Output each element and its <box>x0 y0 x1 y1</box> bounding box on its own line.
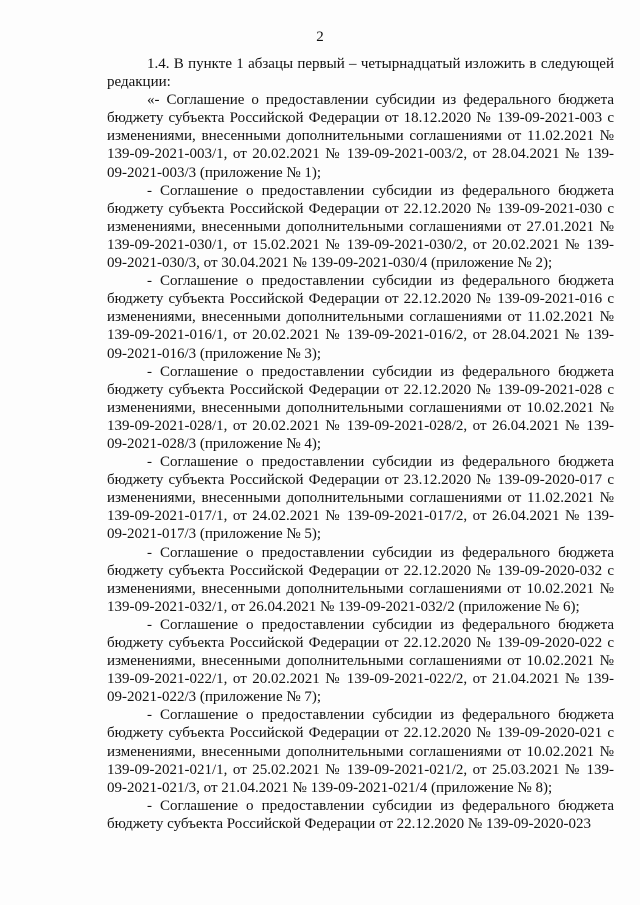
paragraph-agreement-7: - Соглашение о предоставлении субсидии из федерального бюджета бюджету субъекта Российской Федерации от 22.12.2020 № 139-09-2020-022 с изменениями, внесенными дополнительными соглашениями от 10.02.2021 № 139-09-2021-022/1, от 20.02.2021 № 139-09-2021-022/2, от 21.04.2021 № 139-09-2021-022/3 (приложение № 7); <box>107 616 614 706</box>
paragraph-agreement-4: - Соглашение о предоставлении субсидии из федерального бюджета бюджету субъекта Российской Федерации от 22.12.2020 № 139-09-2021-028 с изменениями, внесенными дополнительными соглашениями от 10.02.2021 № 139-09-2021-028/1, от 20.02.2021 № 139-09-2021-028/2, от 26.04.2021 № 139-09-2021-028/3 (приложение № 4); <box>107 363 614 452</box>
document-body <box>107 55 614 833</box>
paragraph-agreement-8: - Соглашение о предоставлении субсидии из федерального бюджета бюджету субъекта Российской Федерации от 22.12.2020 № 139-09-2020-021 с изменениями, внесенными дополнительными соглашениями от 10.02.2021 № 139-09-2021-021/1, от 25.02.2021 № 139-09-2021-021/2, от 25.03.2021 № 139-09-2021-021/3, от 21.04.2021 № 139-09-2021-021/4 (приложение № 8); <box>107 707 614 796</box>
page-number: 2 <box>316 29 324 45</box>
paragraph-agreement-9: - Соглашение о предоставлении субсидии из федерального бюджета бюджету субъекта Российской Федерации от 22.12.2020 № 139-09-2020-023 <box>107 797 614 832</box>
paragraph-agreement-2: - Соглашение о предоставлении субсидии из федерального бюджета бюджету субъекта Российской Федерации от 22.12.2020 № 139-09-2021-030 с изменениями, внесенными дополнительными соглашениями от 27.01.2021 № 139-09-2021-030/1, от 15.02.2021 № 139-09-2021-030/2, от 20.02.2021 № 139-09-2021-030/3, от 30.04.2021 № 139-09-2021-030/4 (приложение № 2); <box>107 182 614 272</box>
paragraph-agreement-1: «- Соглашение о предоставлении субсидии из федерального бюджета бюджету субъекта Российской Федерации от 18.12.2020 № 139-09-2021-003 с изменениями, внесенными дополнительными соглашениями от 11.02.2021 № 139-09-2021-003/1, от 20.02.2021 № 139-09-2021-003/2, от 28.04.2021 № 139-09-2021-003/3 (приложение № 1); <box>107 92 614 181</box>
paragraph-agreement-3: - Соглашение о предоставлении субсидии из федерального бюджета бюджету субъекта Российской Федерации от 22.12.2020 № 139-09-2021-016 с изменениями, внесенными дополнительными соглашениями от 11.02.2021 № 139-09-2021-016/1, от 20.02.2021 № 139-09-2021-016/2, от 28.04.2021 № 139-09-2021-016/3 (приложение № 3); <box>107 273 614 362</box>
paragraph-agreement-6: - Соглашение о предоставлении субсидии из федерального бюджета бюджету субъекта Российской Федерации от 22.12.2020 № 139-09-2020-032 с изменениями, внесенными дополнительными соглашениями от 10.02.2021 № 139-09-2021-032/1, от 26.04.2021 № 139-09-2021-032/2 (приложение № 6); <box>107 544 614 615</box>
paragraph-intro: 1.4. В пункте 1 абзацы первый – четырнадцатый изложить в следующей редакции: <box>107 56 614 91</box>
paragraph-agreement-5: - Соглашение о предоставлении субсидии из федерального бюджета бюджету субъекта Российской Федерации от 23.12.2020 № 139-09-2020-017 с изменениями, внесенными дополнительными соглашениями от 11.02.2021 № 139-09-2021-017/1, от 24.02.2021 № 139-09-2021-017/2, от 26.04.2021 № 139-09-2021-017/3 (приложение № 5); <box>107 454 614 543</box>
